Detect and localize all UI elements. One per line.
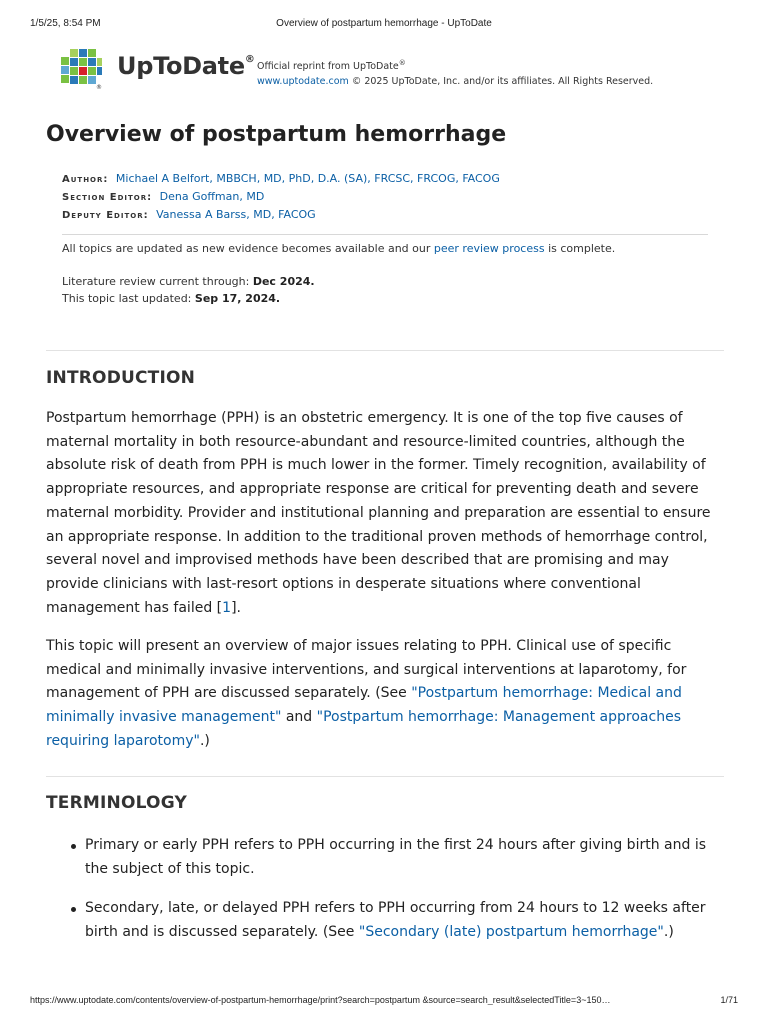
list-item: Secondary, late, or delayed PPH refers to PPH occurring from 24 hours to 12 weeks after birth and is discussed separately. (See "Secondary (late) postpartum hemorrhage".) bbox=[46, 897, 724, 944]
introduction-heading: INTRODUCTION bbox=[46, 368, 196, 388]
deputy-editor-role: Deputy Editor: bbox=[62, 210, 149, 221]
section-editor-link[interactable]: Dena Goffman, MD bbox=[159, 190, 265, 203]
section-divider bbox=[46, 350, 724, 351]
last-updated-date: Sep 17, 2024. bbox=[194, 292, 281, 305]
secondary-pph-link[interactable]: "Secondary (late) postpartum hemorrhage" bbox=[358, 924, 664, 941]
lit-review-date: Dec 2024. bbox=[252, 275, 315, 288]
list-item: Primary or early PPH refers to PPH occurring in the first 24 hours after giving birth and is the subject of this topic. bbox=[46, 834, 724, 881]
print-datetime: 1/5/25, 8:54 PM bbox=[30, 18, 101, 29]
update-note: All topics are updated as new evidence becomes available and our peer review process is complete. bbox=[62, 242, 616, 255]
section-divider bbox=[46, 776, 724, 777]
medical-management-link[interactable]: "Postpartum hemorrhage: Medical and minimally invasive management" bbox=[46, 685, 682, 726]
page-number: 1/71 bbox=[720, 995, 738, 1005]
laparotomy-link[interactable]: "Postpartum hemorrhage: Management approaches requiring laparotomy" bbox=[46, 709, 681, 749]
peer-review-link[interactable]: peer review process bbox=[433, 242, 545, 255]
print-page-title: Overview of postpartum hemorrhage - UpToDate bbox=[276, 18, 492, 29]
introduction-paragraph-1: Postpartum hemorrhage (PPH) is an obstetric emergency. It is one of the top five causes of maternal mortality in both resource-abundant and resource-limited countries, although the absolute risk of death from PPH is much lower in the former. Timely recognition, availability of appropriate resources, and appropriate response are critical for preventing death and severe maternal morbidity. Provider and institutional planning and preparation are essential to ensure an appropriate response. In addition to the traditional proven methods of hemorrhage control, several novel and improvised methods have been described that are promising and may provide clinicians with last-resort options in desperate situations where conventional management has failed [1]. bbox=[46, 410, 711, 616]
reprint-notice: Official reprint from UpToDate® www.uptodate.com © 2025 UpToDate, Inc. and/or its affiliates. All Rights Reserved. bbox=[257, 59, 654, 88]
meta-divider bbox=[62, 234, 708, 235]
deputy-editor-link[interactable]: Vanessa A Barss, MD, FACOG bbox=[156, 208, 316, 221]
section-editor-role: Section Editor: bbox=[62, 192, 153, 203]
print-url: https://www.uptodate.com/contents/overview-of-postpartum-hemorrhage/print?search=postpartum &source=search_result&selectedTitle=3~150… bbox=[30, 995, 611, 1005]
brand-name: UpToDate® bbox=[117, 52, 255, 80]
uptodate-logo-icon bbox=[60, 48, 102, 90]
author-role: Author: bbox=[62, 174, 109, 185]
last-updated-label: This topic last updated: bbox=[62, 292, 195, 305]
introduction-paragraph-2: This topic will present an overview of major issues relating to PPH. Clinical use of specific medical and minimally invasive interventions, and surgical interventions at laparotomy, for management of PPH are discussed separately. (See "Postpartum hemorrhage: Medical and minimally invasive management" and "Postpartum hemorrhage: Management approaches requiring laparotomy".) bbox=[46, 638, 687, 749]
reprint-line: Official reprint from UpToDate bbox=[257, 61, 399, 73]
author-link[interactable]: Michael A Belfort, MBBCH, MD, PhD, D.A. (SA), FRCSC, FRCOG, FACOG bbox=[115, 172, 500, 185]
terminology-heading: TERMINOLOGY bbox=[46, 793, 187, 813]
lit-review-label: Literature review current through: bbox=[62, 275, 253, 288]
reference-link-1[interactable]: 1 bbox=[222, 599, 232, 616]
review-dates bbox=[62, 273, 315, 307]
page-title: Overview of postpartum hemorrhage bbox=[46, 122, 507, 147]
author-block bbox=[62, 170, 500, 224]
copyright-text: © 2025 UpToDate, Inc. and/or its affiliates. All Rights Reserved. bbox=[351, 76, 654, 88]
website-link[interactable]: www.uptodate.com bbox=[257, 76, 349, 88]
terminology-list bbox=[46, 834, 724, 945]
svg-text:®: ® bbox=[96, 84, 102, 90]
